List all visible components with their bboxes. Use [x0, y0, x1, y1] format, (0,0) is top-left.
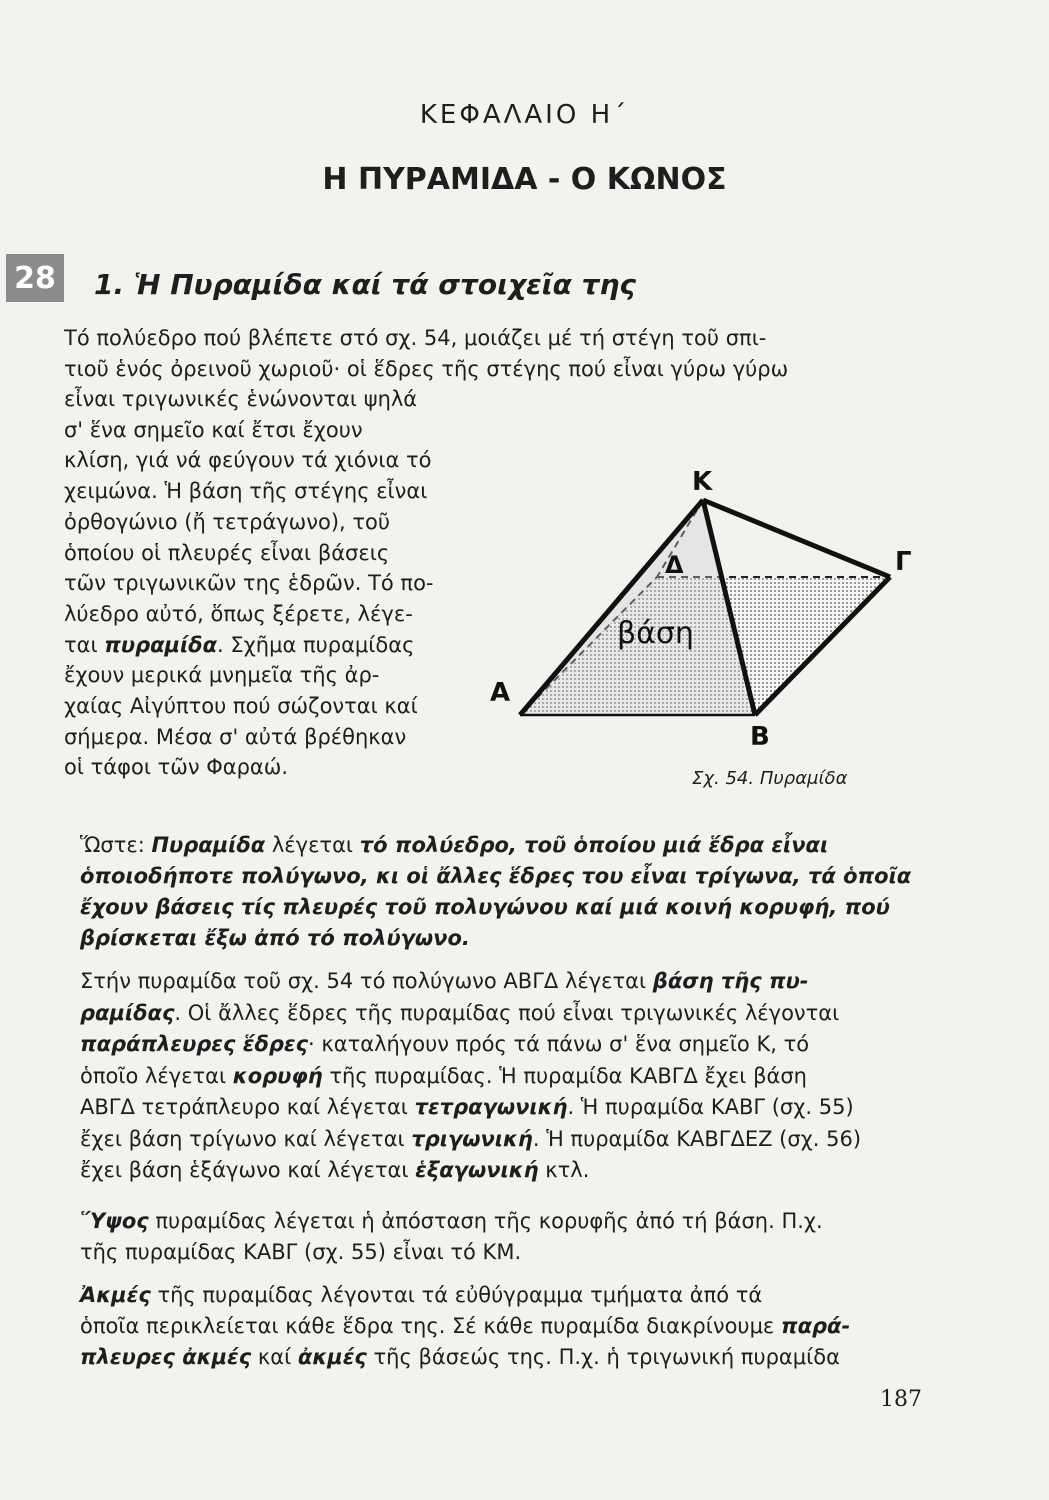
- vertex-d-label: Δ: [665, 551, 684, 579]
- page-number: 187: [880, 1387, 922, 1412]
- vertex-k-label: Κ: [692, 467, 713, 497]
- text-line: βρίσκεται ἔξω ἀπό τό πολύγωνο.: [80, 926, 470, 950]
- text-run: Ὥστε:: [80, 833, 152, 857]
- text-run: τῆς πυραμίδας λέγονται τά εὐθύγραμμα τμήματα ἀπό τά: [150, 1283, 763, 1307]
- text-line: τῶν τριγωνικῶν της ἑδρῶν. Τό πο-: [64, 571, 434, 596]
- text-run: καί: [251, 1345, 298, 1369]
- term-pyramid: πυραμίδα: [104, 632, 218, 657]
- term: παράπλευρες ἕδρες: [80, 1032, 309, 1056]
- text-line: ἔχουν βάσεις τίς πλευρές τοῦ πολυγώνου καί μιά κοινή κορυφή, πού: [80, 895, 890, 919]
- term: τριγωνική: [411, 1126, 533, 1151]
- text-run: ἔχει βάση ἑξάγωνο καί λέγεται: [80, 1158, 416, 1182]
- text-run: . Ἡ πυραμίδα ΚΑΒΓΔΕΖ (σχ. 56): [532, 1126, 862, 1151]
- text-line: [80, 1061, 940, 1093]
- text-line: σ' ἕνα σημεῖο καί ἔτσι ἔχουν: [64, 417, 363, 442]
- chapter-title: Η ΠΥΡΑΜΙΔΑ - Ο ΚΩΝΟΣ: [322, 162, 727, 197]
- base-label: βάση: [617, 616, 694, 651]
- text-line: [80, 1280, 940, 1311]
- text-run: τό πολύεδρο, τοῦ ὁποίου μιά ἕδρα εἶναι: [359, 833, 829, 857]
- term: πλευρες ἀκμές: [80, 1345, 252, 1369]
- term: παρά-: [780, 1314, 851, 1338]
- text-run: τῆς βάσεώς της. Π.χ. ἡ τριγωνική πυραμίδα: [366, 1345, 840, 1369]
- term: ραμίδας: [80, 1000, 175, 1025]
- text-line: [80, 830, 930, 861]
- text-run: κτλ.: [538, 1158, 590, 1182]
- text-line: ὀρθογώνιο (ἤ τετράγωνο), τοῦ: [64, 509, 391, 534]
- text-run: πυραμίδας λέγεται ἡ ἀπόσταση τῆς κορυφῆς ἀπό τή βάση. Π.χ.: [148, 1209, 823, 1233]
- intro-paragraph-top: [64, 323, 944, 384]
- text-run: τῆς πυραμίδας. Ἡ πυραμίδα ΚΑΒΓΔ ἔχει βάση: [322, 1063, 807, 1088]
- text-line: χειμώνα. Ἡ βάση τῆς στέγης εἶναι: [64, 479, 428, 504]
- text-run: . Σχῆμα πυραμίδας: [217, 632, 415, 657]
- term: κορυφή: [232, 1063, 323, 1088]
- text-line: ὁποίου οἱ πλευρές εἶναι βάσεις: [64, 540, 390, 565]
- text-line: ἔχουν μερικά μνημεῖα τῆς ἀρ-: [64, 663, 380, 688]
- text-line: ὁποιοδήποτε πολύγωνο, κι οἱ ἄλλες ἕδρες του εἶναι τρίγωνα, τά ὁποῖα: [80, 864, 912, 888]
- edge-kg: [703, 500, 890, 577]
- term: τετραγωνική: [414, 1095, 568, 1119]
- base-faces-paragraph: [80, 966, 940, 1187]
- vertex-b-label: Β: [750, 722, 770, 752]
- text-line: τῆς πυραμίδας ΚΑΒΓ (σχ. 55) εἶναι τό ΚΜ.: [80, 1240, 522, 1264]
- text-line: [64, 630, 479, 661]
- text-line: [80, 1311, 940, 1342]
- text-run: ΑΒΓΔ τετράπλευρο καί λέγεται: [80, 1095, 415, 1119]
- chapter-label: ΚΕΦΑΛΑΙΟ Η΄: [419, 100, 630, 130]
- term: ἑξαγωνική: [415, 1158, 539, 1182]
- text-line: [80, 1206, 940, 1237]
- vertex-a-label: Α: [490, 678, 511, 708]
- text-line: [80, 1155, 940, 1187]
- vertex-g-label: Γ: [895, 547, 912, 577]
- text-line: κλίση, γιά νά φεύγουν τά χιόνια τό: [64, 448, 432, 473]
- text-line: χαίας Αἰγύπτου πού σώζονται καί: [64, 694, 418, 719]
- text-run: λέγεται: [265, 833, 360, 857]
- text-line: τιοῦ ἑνός ὀρεινοῦ χωριοῦ· οἱ ἕδρες τῆς στέγης πού εἶναι γύρω γύρω: [64, 356, 789, 381]
- text-line: [80, 1092, 940, 1124]
- text-run: ὁποῖο λέγεται: [80, 1063, 233, 1088]
- text-run: ται: [64, 632, 105, 657]
- front-face: [520, 500, 755, 715]
- text-line: [80, 966, 940, 998]
- height-paragraph: [80, 1206, 940, 1268]
- pyramid-figure: [485, 465, 925, 795]
- definition-paragraph: [80, 830, 930, 954]
- term: ἀκμές: [297, 1345, 367, 1369]
- term-pyramid: Πυραμίδα: [151, 833, 266, 857]
- text-line: [80, 1342, 940, 1373]
- text-line: λύεδρο αὐτό, ὅπως ξέρετε, λέγε-: [64, 601, 413, 626]
- text-line: [80, 1029, 940, 1061]
- text-run: ἔχει βάση τρίγωνο καί λέγεται: [80, 1126, 412, 1151]
- text-run: . Οἱ ἄλλες ἕδρες τῆς πυραμίδας πού εἶναι τριγωνικές λέγονται: [174, 1000, 840, 1025]
- text-line: [80, 1124, 940, 1156]
- section-number-badge: 28: [6, 254, 64, 302]
- text-line: οἱ τάφοι τῶν Φαραώ.: [64, 755, 289, 780]
- edges-paragraph: [80, 1280, 940, 1373]
- text-line: Τό πολύεδρο πού βλέπετε στό σχ. 54, μοιάζει μέ τή στέγη τοῦ σπι-: [64, 326, 767, 350]
- text-run: · καταλήγουν πρός τά πάνω σ' ἕνα σημεῖο Κ, τό: [308, 1032, 810, 1056]
- term-edges: Ἀκμές: [80, 1283, 151, 1307]
- text-run: ὁποῖα περικλείεται κάθε ἕδρα της. Σέ κάθε πυραμίδα διακρίνουμε: [80, 1314, 781, 1338]
- intro-paragraph-wrapped: [64, 384, 479, 783]
- text-line: εἶναι τριγωνικές ἑνώνονται ψηλά: [64, 387, 418, 411]
- section-heading: 1. Ἡ Πυραμίδα καί τά στοιχεῖα της: [94, 268, 637, 301]
- term: βάση τῆς πυ-: [652, 969, 809, 993]
- text-run: . Ἡ πυραμίδα ΚΑΒΓ (σχ. 55): [567, 1095, 854, 1119]
- term-height: Ὕψος: [80, 1209, 149, 1233]
- text-run: Στήν πυραμίδα τοῦ σχ. 54 τό πολύγωνο ΑΒΓΔ λέγεται: [80, 969, 653, 993]
- text-line: [80, 998, 940, 1030]
- text-line: σήμερα. Μέσα σ' αὐτά βρέθηκαν: [64, 724, 407, 749]
- figure-caption: Σχ. 54. Πυραμίδα: [692, 768, 848, 789]
